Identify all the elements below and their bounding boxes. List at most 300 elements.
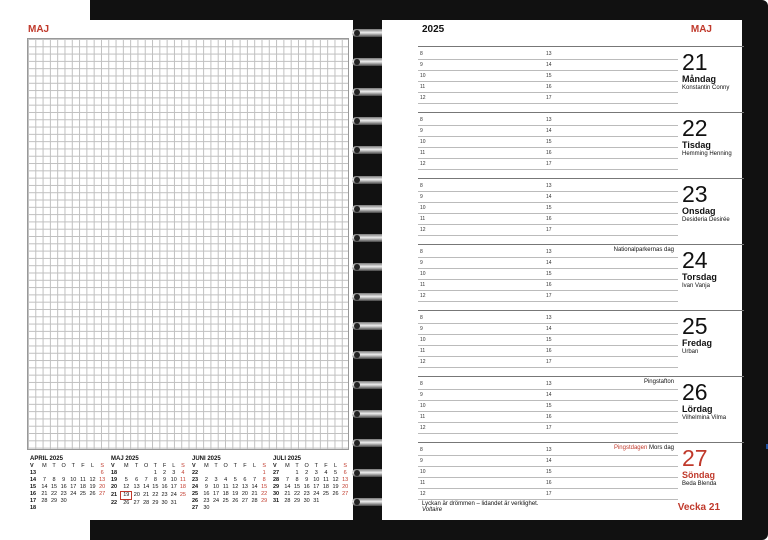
quote-text: Lyckan är drömmen – lidandet är verklighet. bbox=[422, 501, 539, 507]
hour-line bbox=[418, 389, 678, 390]
mini-calendar-cell: 18 bbox=[111, 470, 118, 476]
day-name: Söndag bbox=[682, 470, 715, 480]
mini-calendar-cell: 18 bbox=[322, 484, 329, 490]
mini-calendar-cell: 22 bbox=[152, 492, 159, 498]
mini-calendar-cell: 10 bbox=[213, 484, 220, 490]
mini-calendar-cell: 5 bbox=[124, 477, 128, 483]
mini-calendar-cell: 4 bbox=[181, 470, 185, 476]
hour-label: 14 bbox=[546, 458, 552, 464]
mini-calendar-cell: 27 bbox=[273, 470, 280, 476]
mini-calendar-cell: 19 bbox=[89, 484, 96, 490]
left-month-label: MAJ bbox=[28, 24, 50, 35]
hour-line bbox=[418, 367, 678, 368]
ring-hole bbox=[354, 89, 360, 95]
mini-calendar-cell bbox=[97, 505, 107, 512]
mini-calendar-cell: 21 bbox=[41, 491, 48, 497]
mini-calendar bbox=[273, 456, 350, 516]
mini-calendar-cell: 14 bbox=[251, 484, 258, 490]
hour-label: 14 bbox=[546, 62, 552, 68]
mini-calendar-cell: 28 bbox=[284, 498, 291, 504]
hour-label: 11 bbox=[420, 480, 426, 486]
hour-label: 17 bbox=[546, 359, 552, 365]
mini-calendar-cell: 13 bbox=[241, 484, 248, 490]
hour-label: 12 bbox=[420, 359, 426, 365]
hour-label: 16 bbox=[546, 414, 552, 420]
name-day: Ivan Vanja bbox=[682, 283, 710, 289]
mini-calendar-header: S bbox=[262, 463, 267, 469]
mini-calendar-cell: 30 bbox=[203, 505, 210, 511]
day-section[interactable] bbox=[418, 112, 744, 178]
mini-calendar-cell: 21 bbox=[143, 492, 150, 498]
day-number: 23 bbox=[682, 181, 708, 207]
mini-calendar-header: T bbox=[233, 463, 237, 469]
hour-label: 17 bbox=[546, 425, 552, 431]
mini-calendar-cell: 30 bbox=[60, 498, 67, 504]
hour-label: 16 bbox=[546, 282, 552, 288]
mini-calendar-cell bbox=[40, 470, 50, 477]
mini-calendar-cell: 3 bbox=[214, 477, 218, 483]
mini-calendar-header: O bbox=[144, 463, 149, 469]
hour-lines[interactable] bbox=[418, 245, 678, 311]
hour-line bbox=[418, 103, 678, 104]
mini-calendar-cell bbox=[259, 505, 269, 512]
hour-label: 11 bbox=[420, 348, 426, 354]
mini-calendar-cell: 1 bbox=[153, 470, 157, 476]
name-day: Vilhelmina Vilma bbox=[682, 415, 727, 421]
mini-calendar-header: T bbox=[134, 463, 139, 469]
mini-calendar-cell bbox=[88, 498, 98, 505]
mini-calendar-cell: 6 bbox=[100, 470, 104, 476]
mini-calendar-cell: 17 bbox=[70, 484, 77, 490]
hour-lines[interactable] bbox=[418, 443, 678, 509]
mini-calendar-cell bbox=[49, 505, 59, 512]
day-number: 24 bbox=[682, 247, 708, 273]
mini-calendar-cell: 16 bbox=[30, 491, 37, 497]
hour-label: 13 bbox=[546, 447, 552, 453]
hour-label: 14 bbox=[546, 326, 552, 332]
hour-line bbox=[418, 158, 678, 159]
hour-line bbox=[418, 356, 678, 357]
mini-calendar-cell: 14 bbox=[30, 477, 37, 483]
ring-hole bbox=[354, 206, 360, 212]
mini-calendar-cell: 8 bbox=[262, 477, 266, 483]
hour-label: 9 bbox=[420, 128, 423, 134]
mini-calendar-header: F bbox=[324, 463, 328, 469]
mini-calendar-cell: 6 bbox=[243, 477, 247, 483]
hour-label: 13 bbox=[546, 51, 552, 57]
day-section[interactable] bbox=[418, 442, 744, 508]
mini-calendar-cell: 1 bbox=[262, 470, 266, 476]
day-section[interactable] bbox=[418, 376, 744, 442]
mini-calendar-cell bbox=[78, 498, 88, 505]
mini-calendar-cell: 5 bbox=[233, 477, 237, 483]
mini-calendar-cell: 20 bbox=[111, 484, 118, 491]
holiday bbox=[614, 247, 674, 253]
mini-calendar-cell: 30 bbox=[273, 491, 280, 497]
hour-label: 14 bbox=[546, 194, 552, 200]
mini-calendar-cell: 20 bbox=[342, 484, 349, 490]
hour-line bbox=[418, 411, 678, 412]
notes-grid[interactable] bbox=[27, 38, 349, 450]
hour-label: 13 bbox=[546, 381, 552, 387]
day-number: 22 bbox=[682, 115, 708, 141]
mini-calendar-cell: 11 bbox=[222, 484, 229, 490]
hour-label: 10 bbox=[420, 403, 426, 409]
mini-calendar-cell: 7 bbox=[144, 477, 148, 483]
mini-calendar-cell bbox=[88, 470, 98, 477]
mini-calendar-cell: 20 bbox=[99, 484, 106, 490]
mini-calendar-cell bbox=[49, 470, 59, 477]
ring-hole bbox=[354, 118, 360, 124]
mini-calendar-cell: 26 bbox=[89, 491, 96, 497]
mini-calendar-header: F bbox=[81, 463, 85, 469]
mini-calendar-cell: 27 bbox=[99, 491, 106, 497]
hour-line bbox=[418, 268, 678, 269]
mini-calendar-cell: 14 bbox=[143, 484, 150, 491]
mini-calendar-cell: 8 bbox=[52, 477, 56, 483]
ring-hole bbox=[354, 470, 360, 476]
week-label: Vecka 21 bbox=[677, 502, 720, 513]
mini-calendar-cell bbox=[59, 470, 69, 477]
day-name: Tisdag bbox=[682, 140, 711, 150]
mini-calendar bbox=[111, 456, 188, 516]
hour-label: 11 bbox=[420, 150, 426, 156]
mini-calendar-cell: 21 bbox=[284, 491, 291, 497]
mini-calendar-header: M bbox=[123, 463, 129, 469]
mini-calendar-cell bbox=[231, 470, 241, 477]
mini-calendar-cell bbox=[121, 470, 132, 477]
mini-calendar-header: F bbox=[243, 463, 247, 469]
mini-calendar-cell: 3 bbox=[172, 470, 176, 476]
mini-calendar-header: T bbox=[295, 463, 299, 469]
mini-calendar-cell: 8 bbox=[295, 477, 299, 483]
mini-calendar-cell: 22 bbox=[111, 499, 118, 506]
hour-label: 8 bbox=[420, 183, 423, 189]
hour-label: 10 bbox=[420, 337, 426, 343]
hour-line bbox=[418, 488, 678, 489]
hour-label: 15 bbox=[546, 403, 552, 409]
mini-calendar-header: T bbox=[52, 463, 56, 469]
mini-calendar-cell: 27 bbox=[241, 498, 248, 504]
hour-label: 11 bbox=[420, 414, 426, 420]
quote bbox=[422, 501, 539, 513]
hour-label: 9 bbox=[420, 260, 423, 266]
mini-calendar-cell: 28 bbox=[143, 499, 150, 506]
mini-calendar-cell: 21 bbox=[251, 491, 258, 497]
mini-calendar-header: T bbox=[214, 463, 218, 469]
mini-calendar-cell: 4 bbox=[224, 477, 228, 483]
hour-line bbox=[418, 202, 678, 203]
hour-line bbox=[418, 400, 678, 401]
mini-calendar-cell: 14 bbox=[284, 484, 291, 490]
mini-calendar-cell: 26 bbox=[123, 500, 130, 506]
mini-calendar-cell: 23 bbox=[60, 491, 67, 497]
mini-calendar-cell: 29 bbox=[152, 499, 159, 506]
hour-line bbox=[418, 422, 678, 423]
hour-label: 10 bbox=[420, 205, 426, 211]
mini-calendar-cell: 13 bbox=[99, 477, 106, 483]
mini-calendar-cell bbox=[40, 505, 50, 512]
year-label: 2025 bbox=[422, 24, 445, 35]
mini-calendar-header: V bbox=[273, 463, 277, 469]
right-month-label: MAJ bbox=[690, 24, 712, 35]
hour-label: 13 bbox=[546, 117, 552, 123]
hour-label: 8 bbox=[420, 447, 423, 453]
mini-calendar-header: T bbox=[153, 463, 158, 469]
mini-calendar-header: O bbox=[61, 463, 66, 469]
mini-calendar-cell: 2 bbox=[305, 470, 309, 476]
hour-lines[interactable] bbox=[418, 179, 678, 245]
hour-label: 15 bbox=[546, 205, 552, 211]
mini-calendar-header: V bbox=[30, 463, 34, 469]
hour-label: 16 bbox=[546, 150, 552, 156]
name-day: Urban bbox=[682, 349, 699, 355]
ring-hole bbox=[354, 30, 360, 36]
mini-calendar-cell bbox=[250, 470, 260, 477]
mini-calendar-cell: 9 bbox=[163, 477, 167, 483]
mini-calendar-cell: 16 bbox=[161, 484, 168, 491]
mini-calendar-cell: 17 bbox=[313, 484, 320, 490]
mini-calendars bbox=[30, 456, 350, 516]
mini-calendar-cell bbox=[59, 505, 69, 512]
mini-calendar-cell: 27 bbox=[133, 499, 140, 506]
hour-label: 12 bbox=[420, 227, 426, 233]
hour-label: 12 bbox=[420, 293, 426, 299]
mini-calendar-cell: 31 bbox=[170, 499, 177, 506]
mini-calendar-cell: 23 bbox=[203, 498, 210, 504]
mini-calendar-cell: 29 bbox=[51, 498, 58, 504]
mini-calendar-cell: 7 bbox=[253, 477, 257, 483]
hour-label: 17 bbox=[546, 95, 552, 101]
mini-calendar-cell: 14 bbox=[41, 484, 48, 490]
holiday bbox=[614, 445, 674, 451]
hour-line bbox=[418, 59, 678, 60]
mini-calendar-cell: 15 bbox=[261, 484, 268, 490]
mini-calendar-title: MAJ 2025 bbox=[111, 456, 139, 462]
mini-calendar-header: S bbox=[343, 463, 348, 469]
mini-calendar-cell: 19 bbox=[332, 484, 339, 490]
hour-label: 8 bbox=[420, 381, 423, 387]
mini-calendar-cell: 25 bbox=[322, 491, 329, 497]
hour-label: 10 bbox=[420, 469, 426, 475]
day-name: Torsdag bbox=[682, 272, 717, 282]
mini-calendar-cell: 10 bbox=[70, 477, 77, 483]
mini-calendar-cell: 7 bbox=[285, 477, 289, 483]
hour-label: 13 bbox=[546, 249, 552, 255]
day-name: Fredag bbox=[682, 338, 713, 348]
mini-calendar-cell: 18 bbox=[222, 491, 229, 497]
mini-calendar-cell: 15 bbox=[30, 484, 37, 490]
mini-calendar-cell: 25 bbox=[192, 491, 199, 497]
mini-calendar-cell: 29 bbox=[273, 484, 280, 490]
hour-line bbox=[418, 455, 678, 456]
mini-calendar-cell: 23 bbox=[192, 477, 199, 483]
mini-calendar-cell: 15 bbox=[294, 484, 301, 490]
mini-calendar-cell: 28 bbox=[273, 477, 280, 483]
name-day: Konstantin Conny bbox=[682, 85, 730, 91]
hour-line bbox=[418, 147, 678, 148]
ring-hole bbox=[354, 323, 360, 329]
hour-line bbox=[418, 345, 678, 346]
mini-calendar-cell: 27 bbox=[342, 491, 349, 497]
mini-calendar-cell: 12 bbox=[232, 484, 239, 490]
mini-calendar-cell: 17 bbox=[170, 484, 177, 491]
holiday-text: Nationalparkernas dag bbox=[613, 247, 674, 253]
name-day: Desideria Desirée bbox=[682, 217, 730, 223]
hour-line bbox=[418, 334, 678, 335]
mini-calendar-cell bbox=[283, 470, 293, 477]
mini-calendar-cell bbox=[221, 505, 231, 512]
mini-calendar-cell: 13 bbox=[342, 477, 349, 483]
hour-line bbox=[418, 224, 678, 225]
mini-calendar-cell bbox=[178, 500, 187, 508]
hour-label: 15 bbox=[546, 73, 552, 79]
hour-label: 14 bbox=[546, 128, 552, 134]
day-number: 21 bbox=[682, 49, 708, 75]
ring-hole bbox=[354, 177, 360, 183]
mini-calendar-cell: 22 bbox=[294, 491, 301, 497]
mini-calendar-cell bbox=[142, 470, 151, 477]
mini-calendar-cell: 3 bbox=[314, 470, 318, 476]
hour-label: 14 bbox=[546, 392, 552, 398]
mini-calendar-cell: 13 bbox=[30, 470, 37, 476]
hour-line bbox=[418, 70, 678, 71]
mini-calendar-cell: 18 bbox=[30, 505, 37, 511]
right-page bbox=[382, 20, 742, 520]
mini-calendar-cell: 24 bbox=[192, 484, 199, 490]
hour-line bbox=[418, 499, 678, 500]
hour-label: 9 bbox=[420, 326, 423, 332]
mini-calendar-cell bbox=[321, 498, 331, 505]
mini-calendar-cell bbox=[211, 470, 221, 477]
mini-calendar-cell: 16 bbox=[203, 491, 210, 497]
mini-calendar-cell: 10 bbox=[313, 477, 320, 483]
hour-line bbox=[418, 169, 678, 170]
hour-label: 15 bbox=[546, 337, 552, 343]
mini-calendar-cell: 31 bbox=[273, 498, 280, 504]
mini-calendar-header: O bbox=[223, 463, 228, 469]
day-section[interactable] bbox=[418, 46, 744, 112]
hour-label: 11 bbox=[420, 216, 426, 222]
mini-calendar-header: S bbox=[181, 463, 185, 469]
mini-calendar-header: O bbox=[304, 463, 309, 469]
mini-calendar-cell: 4 bbox=[324, 470, 328, 476]
mini-calendar-cell: 24 bbox=[313, 491, 320, 497]
hour-label: 10 bbox=[420, 271, 426, 277]
mini-calendar-cell: 24 bbox=[213, 498, 220, 504]
mini-calendar-cell: 7 bbox=[42, 477, 46, 483]
hour-line bbox=[418, 301, 678, 302]
mini-calendar-cell: 1 bbox=[295, 470, 299, 476]
hour-label: 14 bbox=[546, 260, 552, 266]
hour-lines[interactable] bbox=[418, 377, 678, 443]
mini-calendar-cell: 25 bbox=[79, 491, 86, 497]
ring-hole bbox=[354, 294, 360, 300]
hour-line bbox=[418, 191, 678, 192]
hour-line bbox=[418, 477, 678, 478]
mini-calendar-cell bbox=[78, 505, 88, 512]
mini-calendar-cell bbox=[221, 470, 231, 477]
mini-calendar-cell: 24 bbox=[170, 492, 177, 498]
mini-calendar-header: L bbox=[334, 463, 338, 469]
mini-calendar-cell: 29 bbox=[261, 498, 268, 504]
mini-calendar-cell: 18 bbox=[179, 484, 186, 491]
mini-calendar-cell bbox=[340, 498, 350, 505]
mini-calendar-header: L bbox=[91, 463, 95, 469]
mini-calendar-cell: 30 bbox=[303, 498, 310, 504]
hour-label: 17 bbox=[546, 227, 552, 233]
mini-calendar-header: M bbox=[42, 463, 47, 469]
mini-calendar-cell: 20 bbox=[241, 491, 248, 497]
mini-calendar-header: L bbox=[172, 463, 176, 469]
mini-calendar-cell: 11 bbox=[180, 477, 186, 483]
hour-label: 13 bbox=[546, 183, 552, 189]
ring-hole bbox=[354, 382, 360, 388]
day-section[interactable] bbox=[418, 178, 744, 244]
mini-calendar-header: S bbox=[100, 463, 105, 469]
mini-calendar-cell: 9 bbox=[305, 477, 309, 483]
mini-calendar-header: M bbox=[285, 463, 290, 469]
mini-calendar bbox=[30, 456, 107, 516]
hour-label: 12 bbox=[420, 161, 426, 167]
mini-calendar-cell bbox=[202, 470, 212, 477]
hour-line bbox=[418, 257, 678, 258]
day-number: 26 bbox=[682, 379, 708, 405]
name-day: Beda Blenda bbox=[682, 481, 717, 487]
mini-calendar-cell bbox=[97, 498, 107, 505]
mini-calendar-cell bbox=[69, 498, 79, 505]
name-day: Hemming Henning bbox=[682, 151, 732, 157]
day-section[interactable] bbox=[418, 244, 744, 310]
mini-calendar-cell: 22 bbox=[261, 491, 268, 497]
hour-line bbox=[418, 81, 678, 82]
hour-label: 9 bbox=[420, 392, 423, 398]
mini-calendar-cell: 5 bbox=[334, 470, 338, 476]
hour-label: 11 bbox=[420, 84, 426, 90]
mini-calendar bbox=[192, 456, 269, 516]
mini-calendar-cell: 11 bbox=[80, 477, 86, 483]
hour-label: 9 bbox=[420, 458, 423, 464]
mini-calendar-header: V bbox=[192, 463, 196, 469]
mini-calendar-cell bbox=[231, 505, 241, 512]
hour-label: 8 bbox=[420, 51, 423, 57]
hour-label: 16 bbox=[546, 216, 552, 222]
hour-lines[interactable] bbox=[418, 311, 678, 377]
ring-hole bbox=[354, 411, 360, 417]
mini-calendar-cell: 9 bbox=[62, 477, 66, 483]
mini-calendar-cell: 23 bbox=[303, 491, 310, 497]
day-name: Lördag bbox=[682, 404, 713, 414]
hour-line bbox=[418, 323, 678, 324]
mini-calendar-cell: 6 bbox=[343, 470, 347, 476]
mini-calendar-header: V bbox=[111, 463, 115, 469]
hour-label: 16 bbox=[546, 348, 552, 354]
hour-lines[interactable] bbox=[418, 47, 678, 113]
hour-label: 11 bbox=[420, 282, 426, 288]
hour-lines[interactable] bbox=[418, 113, 678, 179]
mini-calendar-cell: 30 bbox=[161, 499, 168, 506]
hour-line bbox=[418, 466, 678, 467]
holiday-text: Mors dag bbox=[648, 445, 674, 451]
day-name: Måndag bbox=[682, 74, 717, 84]
mini-calendar-header: T bbox=[71, 463, 75, 469]
hour-label: 13 bbox=[546, 315, 552, 321]
mini-calendar-cell bbox=[331, 498, 341, 505]
mini-calendar-cell: 23 bbox=[161, 492, 168, 498]
day-section[interactable] bbox=[418, 310, 744, 376]
hour-label: 9 bbox=[420, 194, 423, 200]
mini-calendar-cell: 15 bbox=[152, 484, 159, 491]
